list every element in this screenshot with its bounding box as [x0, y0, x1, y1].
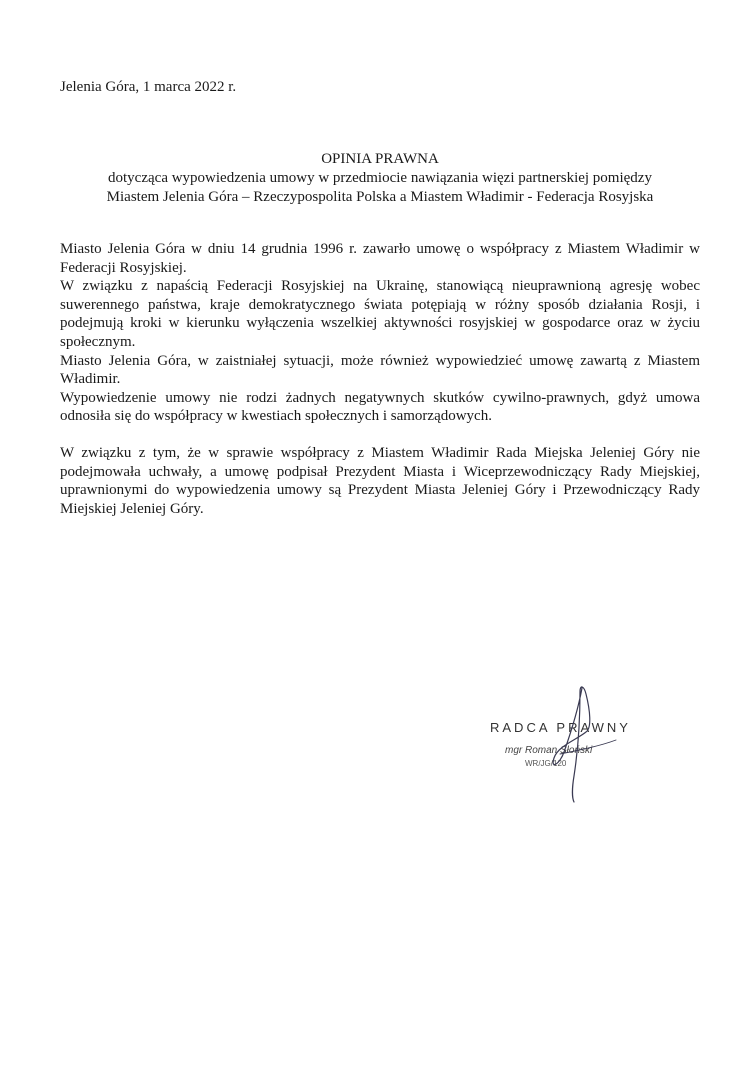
handwritten-signature — [520, 680, 630, 810]
body-paragraph: Miasto Jelenia Góra w dniu 14 grudnia 1996 r. zawarło umowę o współpracy z Miastem Władimir w Federacji Rosyjskiej. — [60, 241, 700, 276]
stamp-name: mgr Roman Słoński — [505, 745, 593, 756]
document-subtitle-line-1: dotycząca wypowiedzenia umowy w przedmiocie nawiązania więzi partnerskiej pomiędzy — [108, 170, 652, 186]
document-body — [60, 240, 700, 518]
legal-counsel-stamp — [480, 680, 680, 820]
place-date: Jelenia Góra, 1 marca 2022 r. — [60, 79, 237, 95]
document-title: OPINIA PRAWNA — [321, 151, 439, 167]
stamp-title: RADCA PRAWNY — [490, 720, 631, 735]
document-subtitle-line-2: Miastem Jelenia Góra – Rzeczypospolita Polska a Miastem Władimir - Federacja Rosyjska — [106, 189, 654, 205]
title-block — [60, 150, 700, 207]
body-paragraph: Wypowiedzenie umowy nie rodzi żadnych negatywnych skutków cywilno-prawnych, gdyż umowa odnosiła się do współpracy w kwestiach społecznych i samorządowych. — [60, 389, 700, 425]
body-paragraph: W związku z tym, że w sprawie współpracy z Miastem Władimir Rada Miejska Jeleniej Góry nie podejmowała uchwały, a umowę podpisał Prezydent Miasta i Wiceprzewodniczący Rady Miejskiej, uprawnionymi do wypowiedzenia umowy są Prezydent Miasta Jeleniej Góry i Przewodniczący Rady Miejskiej Jeleniej Góry. — [60, 444, 700, 517]
body-paragraph: W związku z napaścią Federacji Rosyjskiej na Ukrainę, stanowiącą nieuprawnioną agresję wobec suwerennego państwa, kraje demokratycznego świata potępiają w różny sposób działania Rosji, i podejmują kroki w kierunku wyłączenia wszelkiej aktywności rosyjskiej w gospodarce oraz w życiu społecznym. — [60, 278, 700, 350]
body-paragraph: Miasto Jelenia Góra, w zaistniałej sytuacji, może również wypowiedzieć umowę zawartą z Miastem Władimir. — [60, 352, 700, 388]
stamp-registration: WR/JG/120 — [525, 759, 567, 768]
